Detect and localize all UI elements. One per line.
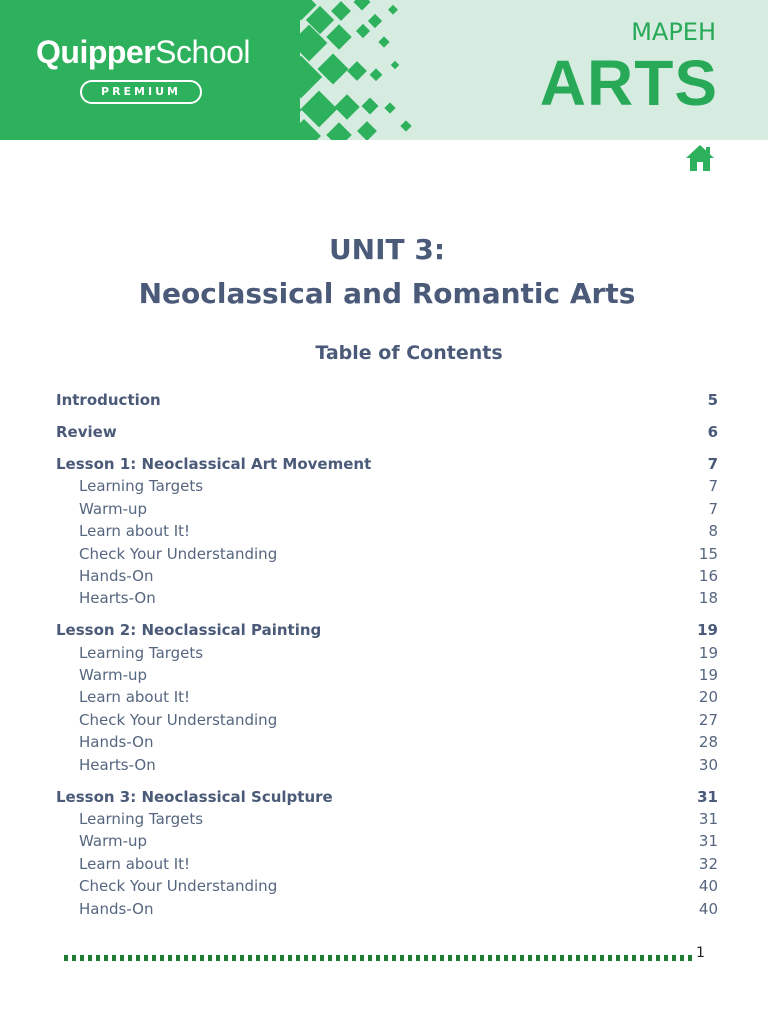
- header-banner: [0, 0, 768, 140]
- toc-entry-label: Learn about It!: [79, 854, 191, 873]
- toc-subsection-entry[interactable]: [56, 731, 718, 753]
- toc-entry-page: 7: [708, 499, 718, 518]
- toc-section-entry[interactable]: [56, 619, 718, 641]
- toc-entry-label: Check Your Understanding: [79, 710, 278, 729]
- toc-entry-page: 6: [707, 422, 718, 441]
- toc-entry-page: 7: [708, 477, 718, 496]
- toc-entry-page: 15: [698, 544, 718, 563]
- toc-entry-label: Check Your Understanding: [79, 544, 278, 563]
- toc-entry-page: 8: [708, 522, 718, 541]
- table-of-contents: [56, 389, 718, 920]
- toc-entry-page: 31: [697, 787, 718, 806]
- home-icon[interactable]: [684, 142, 716, 174]
- toc-section-entry[interactable]: [56, 421, 718, 443]
- toc-entry-page: 20: [698, 688, 718, 707]
- toc-heading: Table of Contents: [315, 342, 503, 364]
- toc-entry-page: 31: [698, 832, 718, 851]
- toc-subsection-entry[interactable]: [56, 543, 718, 565]
- unit-title: [0, 228, 768, 316]
- toc-subsection-entry[interactable]: [56, 587, 718, 609]
- toc-entry-page: 31: [698, 810, 718, 829]
- unit-name: Neoclassical and Romantic Arts: [138, 277, 636, 310]
- toc-entry-label: Learning Targets: [79, 810, 204, 829]
- toc-entry-label: Warm-up: [79, 832, 148, 851]
- page-number: 1: [696, 945, 705, 961]
- toc-entry-label: Hands-On: [79, 899, 154, 918]
- toc-subsection-entry[interactable]: [56, 830, 718, 852]
- toc-gap: [56, 443, 718, 453]
- toc-subsection-entry[interactable]: [56, 709, 718, 731]
- toc-entry-page: 19: [697, 621, 718, 640]
- toc-entry-page: 18: [698, 589, 718, 608]
- toc-subsection-entry[interactable]: [56, 565, 718, 587]
- premium-badge: PREMIUM: [80, 80, 202, 104]
- toc-entry-page: 19: [698, 666, 718, 685]
- toc-section-entry[interactable]: [56, 389, 718, 411]
- toc-entry-label: Hands-On: [79, 566, 154, 585]
- toc-gap: [56, 610, 718, 620]
- toc-entry-page: 32: [698, 854, 718, 873]
- toc-entry-label: Learn about It!: [79, 522, 191, 541]
- toc-entry-page: 40: [698, 899, 718, 918]
- toc-entry-page: 30: [698, 755, 718, 774]
- toc-entry-page: 28: [698, 733, 718, 752]
- toc-subsection-entry[interactable]: [56, 754, 718, 776]
- toc-subsection-entry[interactable]: [56, 686, 718, 708]
- toc-entry-label: Introduction: [56, 391, 161, 409]
- toc-entry-label: Lesson 2: Neoclassical Painting: [56, 621, 322, 640]
- subject-label: MAPEH: [631, 18, 716, 46]
- toc-entry-page: 19: [698, 643, 718, 662]
- toc-subsection-entry[interactable]: [56, 642, 718, 664]
- toc-subsection-entry[interactable]: [56, 520, 718, 542]
- toc-entry-page: 7: [707, 454, 718, 473]
- toc-gap: [56, 411, 718, 421]
- toc-subsection-entry[interactable]: [56, 898, 718, 920]
- toc-subsection-entry[interactable]: [56, 853, 718, 875]
- toc-entry-label: Warm-up: [79, 666, 148, 685]
- toc-entry-label: Learning Targets: [79, 477, 204, 496]
- toc-entry-page: 16: [698, 566, 718, 585]
- toc-entry-label: Lesson 3: Neoclassical Sculpture: [56, 787, 333, 806]
- brand-bold: Quipper: [36, 34, 156, 70]
- diamond-pattern: [230, 0, 430, 140]
- toc-entry-label: Hearts-On: [79, 589, 156, 608]
- unit-number: UNIT 3:: [328, 233, 446, 266]
- toc-subsection-entry[interactable]: [56, 808, 718, 830]
- toc-entry-page: 40: [698, 877, 718, 896]
- toc-subsection-entry[interactable]: [56, 498, 718, 520]
- course-title: ARTS: [539, 47, 718, 119]
- brand-light: School: [155, 34, 251, 70]
- toc-entry-label: Check Your Understanding: [79, 877, 278, 896]
- toc-entry-page: 5: [707, 391, 718, 409]
- toc-subsection-entry[interactable]: [56, 875, 718, 897]
- toc-gap: [56, 776, 718, 786]
- footer-divider: [64, 955, 694, 961]
- toc-subsection-entry[interactable]: [56, 664, 718, 686]
- toc-section-entry[interactable]: [56, 453, 718, 475]
- toc-entry-label: Lesson 1: Neoclassical Art Movement: [56, 454, 372, 473]
- toc-section-entry[interactable]: [56, 786, 718, 808]
- toc-subsection-entry[interactable]: [56, 475, 718, 497]
- toc-entry-label: Learn about It!: [79, 688, 191, 707]
- brand-logo: [36, 34, 250, 71]
- toc-entry-label: Review: [56, 422, 117, 441]
- toc-entry-label: Hands-On: [79, 733, 154, 752]
- toc-entry-label: Hearts-On: [79, 755, 156, 774]
- toc-entry-label: Warm-up: [79, 499, 148, 518]
- toc-entry-label: Learning Targets: [79, 643, 204, 662]
- toc-entry-page: 27: [698, 710, 718, 729]
